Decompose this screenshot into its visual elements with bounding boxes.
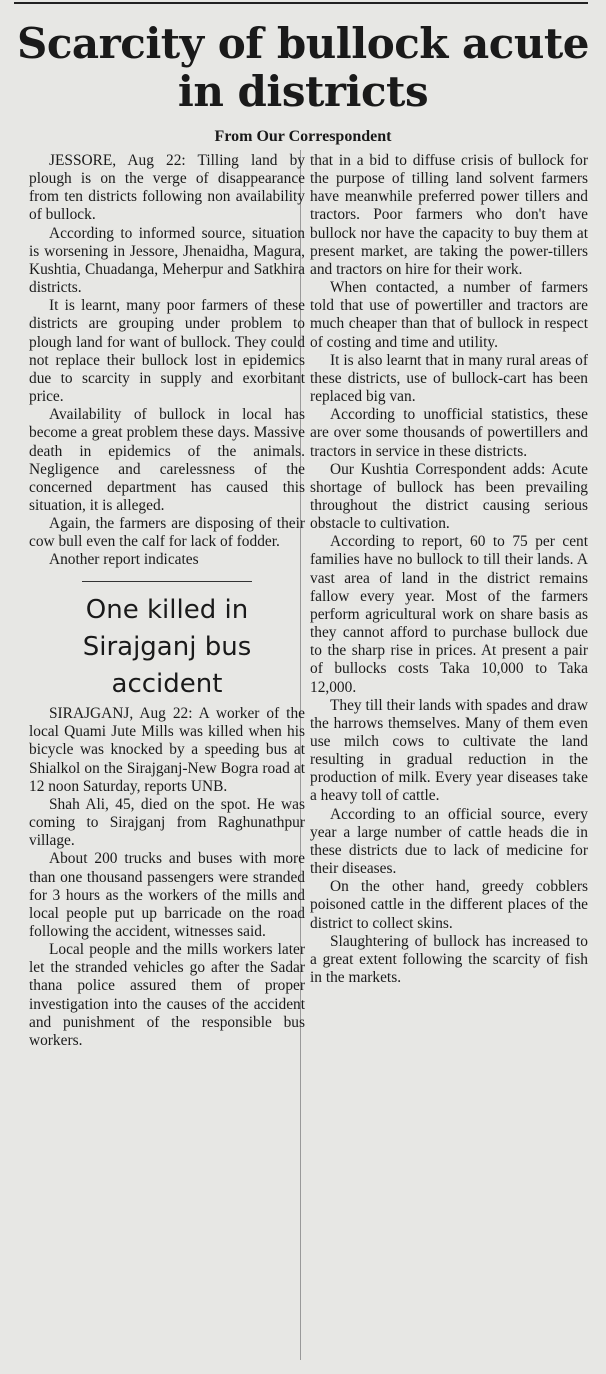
- second-article-paragraph: Local people and the mills workers later let the stranded vehicles go after the Sadar thana police assured them of proper investigation into the causes of the accident and punishment of the responsible bus workers.: [29, 941, 305, 1049]
- article-paragraph: On the other hand, greedy cobblers poisoned cattle in the different places of the district to collect skins.: [310, 878, 588, 932]
- article-paragraph: According to informed source, situation is worsening in Jessore, Jhenaidha, Magura, Kushtia, Chuadanga, Meherpur and Satkhira districts.: [29, 224, 305, 297]
- article-paragraph: Another report indicates: [49, 551, 199, 569]
- top-rule: [14, 2, 588, 4]
- section-divider: [82, 581, 252, 583]
- article-paragraph: It is also learnt that in many rural areas of these districts, use of bullock-cart has been replaced big van.: [310, 351, 588, 406]
- second-article-paragraph: SIRAJGANJ, Aug 22: A worker of the local Quami Jute Mills was killed when his bicycle was knocked by a speeding bus at Shialkol on the Sirajganj-New Bogra road at 12 noon Saturday, reports UNB.: [29, 705, 305, 795]
- left-column: [29, 152, 305, 1050]
- article-paragraph: According to an official source, every year a large number of cattle heads die in these districts due to lack of medicine for their diseases.: [310, 805, 588, 878]
- second-article-paragraph: Shah Ali, 45, died on the spot. He was coming to Sirajganj from Raghunathpur village.: [29, 795, 305, 850]
- article-paragraph: JESSORE, Aug 22: Tilling land by plough is on the verge of disappearance from ten districts following non availability of bullock.: [29, 152, 305, 224]
- article-paragraph: Slaughtering of bullock has increased to a great extent following the scarcity of fish in the markets.: [310, 932, 588, 987]
- article-paragraph: According to unofficial statistics, these are over some thousands of powertillers and tractors in service in these districts.: [310, 406, 588, 460]
- article-paragraph: Our Kushtia Correspondent adds: Acute shortage of bullock has been prevailing throughout the district causing serious obstacle to cultivation.: [310, 460, 588, 533]
- article-paragraph: According to report, 60 to 75 per cent families have no bullock to till their lands. A vast area of land in the district remains fallow every year. Most of the farmers perform agricultural work on share basis as they cannot afford to purchase bullock due to the sharp rise in prices. At present a pair of bullocks costs Taka 10,000 to Taka 12,000.: [310, 533, 588, 696]
- article-paragraph: that in a bid to diffuse crisis of bullock for the purpose of tilling land solvent farmers have meanwhile preferred power tillers and tractors. Poor farmers who don't have bullock nor have the capacity to buy them at present market, are taking the power-tillers and tractors on hire for their work.: [310, 152, 588, 278]
- second-article-paragraph: About 200 trucks and buses with more than one thousand passengers were stranded for 3 hours as the workers of the mills and local people put up barricade on the road following the accident, witnesses said.: [29, 850, 305, 940]
- right-column: [310, 152, 588, 987]
- article-paragraph: Availability of bullock in local has become a great problem these days. Massive death in epidemics of the animals. Negligence and carelessness of the concerned department has caused this situation, it is alleged.: [29, 406, 305, 514]
- article-paragraph: Again, the farmers are disposing of their cow bull even the calf for lack of fodder.: [29, 515, 305, 551]
- article-paragraph: It is learnt, many poor farmers of these districts are grouping under problem to plough land for want of bullock. They could not replace their bullock lost in epidemics due to scarcity in supply and exorbitant price.: [29, 297, 305, 406]
- byline: From Our Correspondent: [214, 128, 392, 145]
- main-headline: Scarcity of bullock acute in districts: [17, 19, 589, 116]
- article-paragraph: They till their lands with spades and draw the harrows themselves. Many of them even use milch cows to cultivate the land resulting in gradual reduction in the production of milk. Every year diseases take a heavy toll of cattle.: [310, 696, 588, 805]
- second-headline: One killed in Sirajganj bus accident: [82, 595, 252, 700]
- article-paragraph: When contacted, a number of farmers told that use of powertiller and tractors are much cheaper than that of bullock in respect of costing and time and utility.: [310, 279, 588, 351]
